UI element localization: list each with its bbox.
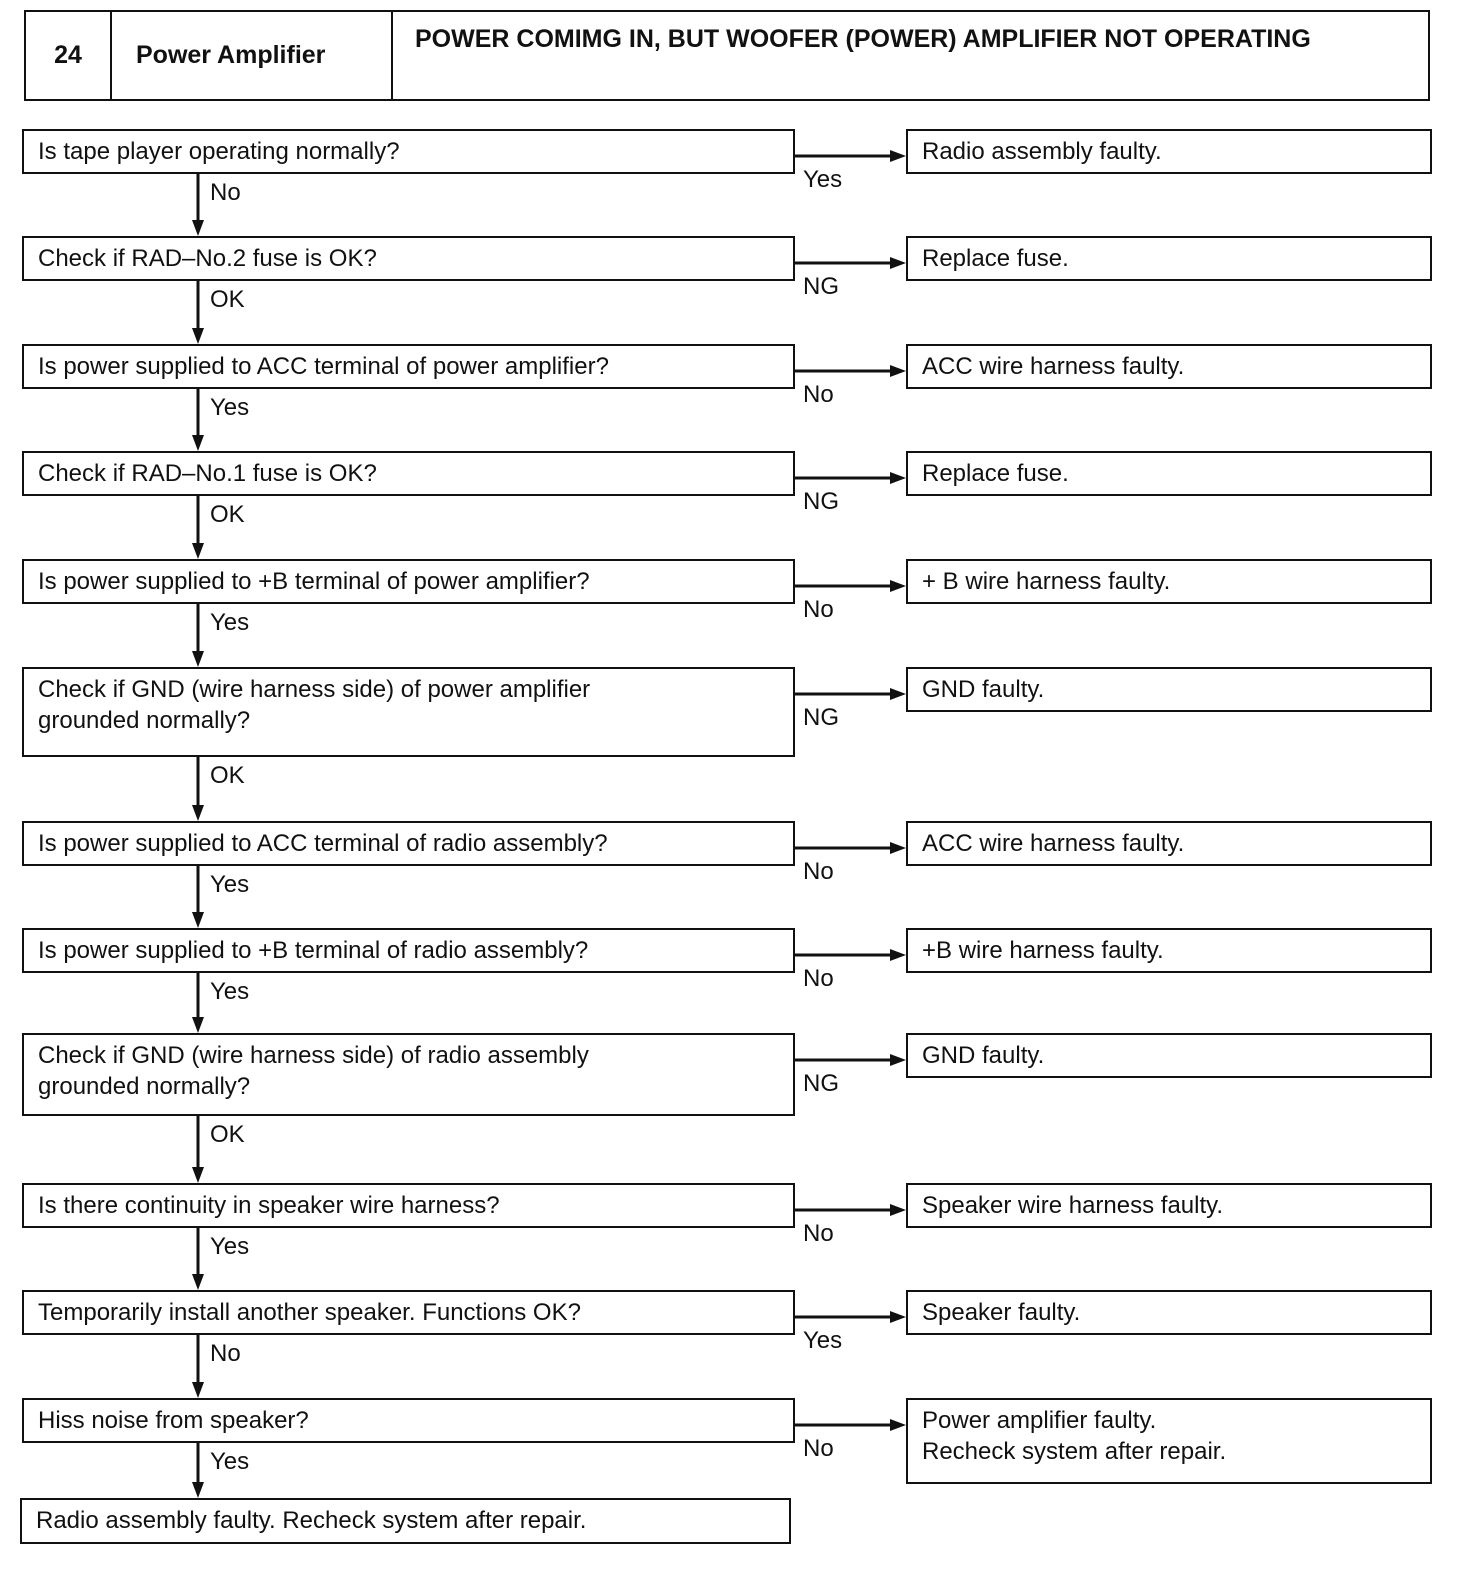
side-arrow-head — [890, 150, 906, 162]
down-arrow-head — [192, 805, 204, 821]
question-box: Is there continuity in speaker wire harness? — [22, 1183, 795, 1228]
side-arrow-head — [890, 949, 906, 961]
result-box: Replace fuse. — [906, 451, 1432, 496]
down-label: Yes — [210, 1233, 250, 1260]
side-label: No — [803, 965, 834, 992]
result-box: Speaker wire harness faulty. — [906, 1183, 1432, 1228]
down-label: Yes — [210, 871, 250, 898]
result-box: + B wire harness faulty. — [906, 559, 1432, 604]
down-label: No — [210, 179, 241, 206]
down-label: OK — [210, 1121, 245, 1148]
side-arrow-head — [890, 580, 906, 592]
down-label: Yes — [210, 609, 250, 636]
question-box: Check if RAD–No.1 fuse is OK? — [22, 451, 795, 496]
question-box: Check if GND (wire harness side) of power amplifier grounded normally? — [22, 667, 795, 757]
side-label: NG — [803, 704, 839, 731]
result-box: Replace fuse. — [906, 236, 1432, 281]
down-label: Yes — [210, 1448, 250, 1475]
result-box: ACC wire harness faulty. — [906, 821, 1432, 866]
question-box: Check if GND (wire harness side) of radio assembly grounded normally? — [22, 1033, 795, 1116]
side-label: No — [803, 381, 834, 408]
down-label: Yes — [210, 394, 250, 421]
down-arrow-head — [192, 220, 204, 236]
side-label: NG — [803, 273, 839, 300]
down-arrow-head — [192, 651, 204, 667]
down-label: OK — [210, 762, 245, 789]
down-arrow-head — [192, 328, 204, 344]
side-label: Yes — [803, 166, 843, 193]
down-label: Yes — [210, 978, 250, 1005]
side-label: No — [803, 1435, 834, 1462]
down-arrow-head — [192, 435, 204, 451]
question-box: Temporarily install another speaker. Functions OK? — [22, 1290, 795, 1335]
side-arrow-head — [890, 842, 906, 854]
side-label: NG — [803, 1070, 839, 1097]
result-box: Power amplifier faulty. Recheck system after repair. — [906, 1398, 1432, 1484]
side-label: Yes — [803, 1327, 843, 1354]
down-arrow-head — [192, 1274, 204, 1290]
question-box: Is power supplied to +B terminal of power amplifier? — [22, 559, 795, 604]
side-arrow-head — [890, 1419, 906, 1431]
question-box: Hiss noise from speaker? — [22, 1398, 795, 1443]
result-box: Speaker faulty. — [906, 1290, 1432, 1335]
result-box: GND faulty. — [906, 667, 1432, 712]
question-box: Is tape player operating normally? — [22, 129, 795, 174]
result-box: Radio assembly faulty. — [906, 129, 1432, 174]
down-arrow-head — [192, 1482, 204, 1498]
result-box: GND faulty. — [906, 1033, 1432, 1078]
side-label: No — [803, 596, 834, 623]
down-arrow-head — [192, 1382, 204, 1398]
result-box: ACC wire harness faulty. — [906, 344, 1432, 389]
side-arrow-head — [890, 688, 906, 700]
question-box: Check if RAD–No.2 fuse is OK? — [22, 236, 795, 281]
result-box: +B wire harness faulty. — [906, 928, 1432, 973]
down-arrow-head — [192, 543, 204, 559]
side-arrow-head — [890, 257, 906, 269]
side-arrow-head — [890, 1311, 906, 1323]
down-label: OK — [210, 286, 245, 313]
down-label: OK — [210, 501, 245, 528]
final-result-box: Radio assembly faulty. Recheck system after repair. — [20, 1498, 791, 1544]
down-arrow-head — [192, 1167, 204, 1183]
question-box: Is power supplied to ACC terminal of power amplifier? — [22, 344, 795, 389]
side-arrow-head — [890, 472, 906, 484]
page-title: POWER COMIMG IN, BUT WOOFER (POWER) AMPLIFIER NOT OPERATING — [415, 25, 1311, 53]
question-box: Is power supplied to +B terminal of radio assembly? — [22, 928, 795, 973]
down-arrow-head — [192, 912, 204, 928]
question-box: Is power supplied to ACC terminal of radio assembly? — [22, 821, 795, 866]
section-name: Power Amplifier — [112, 12, 393, 99]
side-arrow-head — [890, 365, 906, 377]
side-label: No — [803, 858, 834, 885]
side-label: No — [803, 1220, 834, 1247]
section-number: 24 — [26, 12, 112, 99]
down-label: No — [210, 1340, 241, 1367]
down-arrow-head — [192, 1017, 204, 1033]
side-arrow-head — [890, 1054, 906, 1066]
side-arrow-head — [890, 1204, 906, 1216]
side-label: NG — [803, 488, 839, 515]
